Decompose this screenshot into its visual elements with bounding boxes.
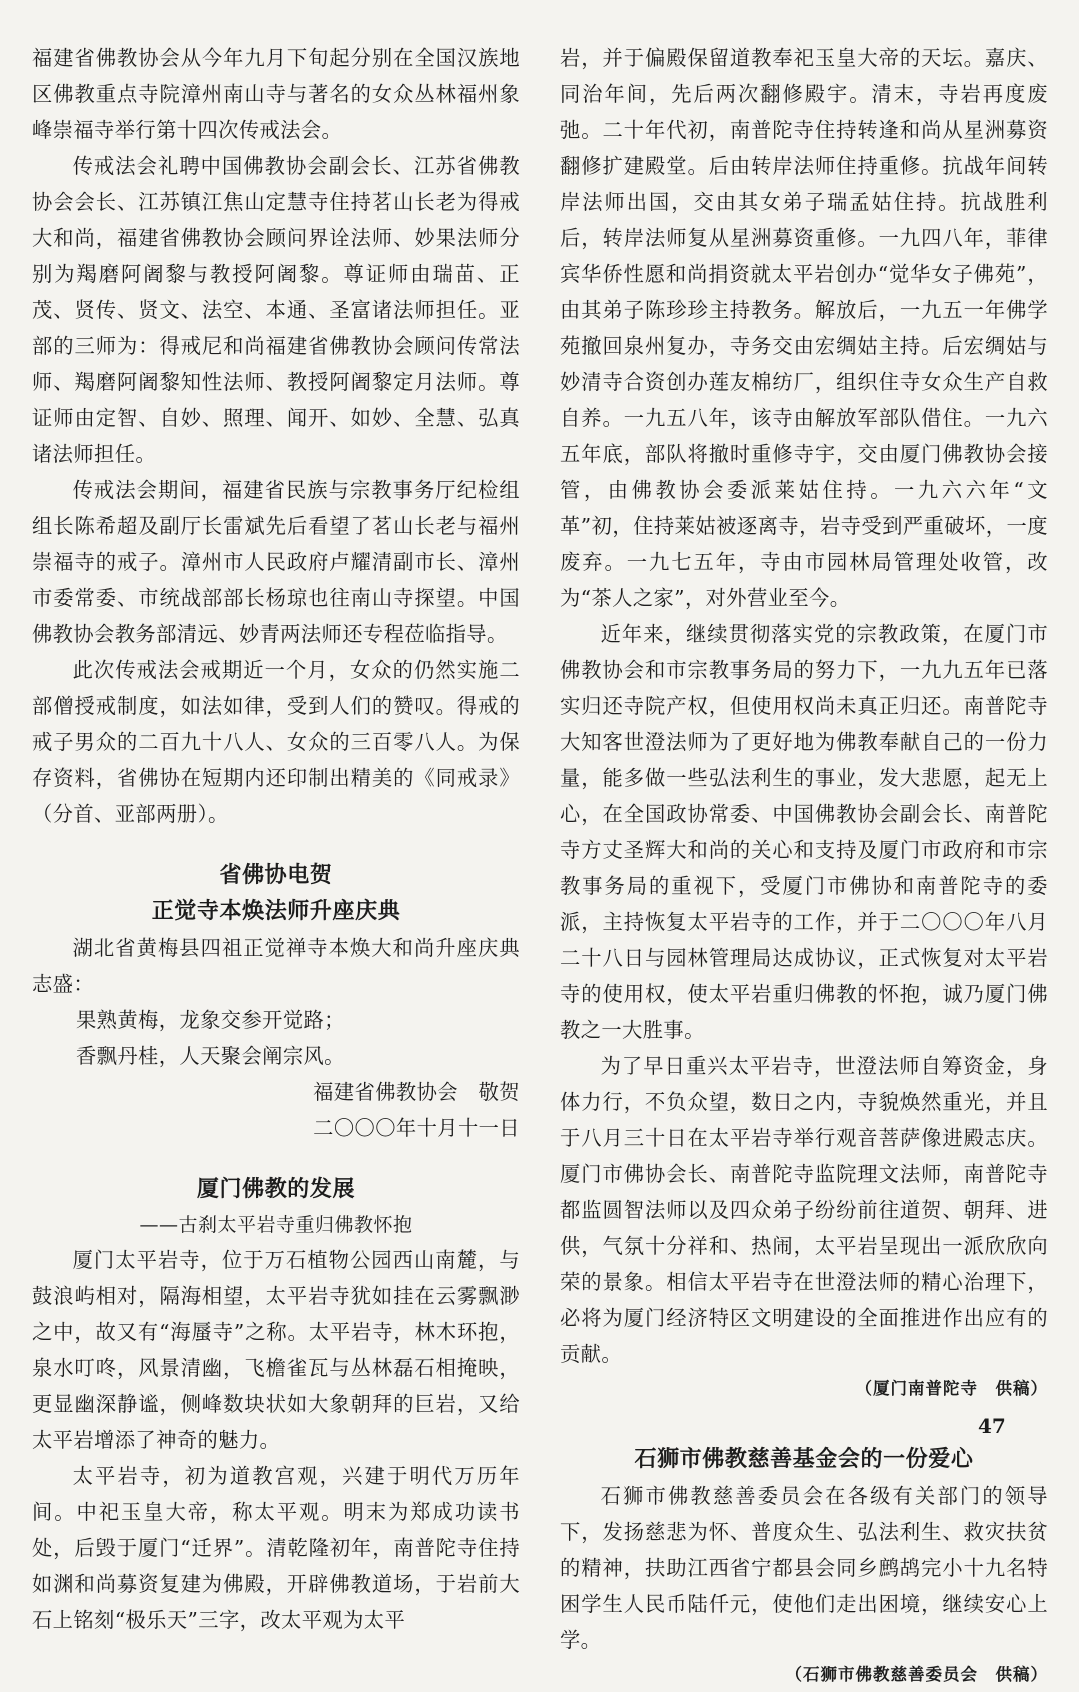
shishi-article-credit: （石狮市佛教慈善委员会 供稿） [785, 1665, 1048, 1684]
article-ordination-paragraph-2: 传戒法会礼聘中国佛教协会副会长、江苏省佛教协会会长、江苏镇江焦山定慧寺住持茗山长老为得戒大和尚，福建省佛教协会顾问界诠法师、妙果法师分别为羯磨阿阇黎与教授阿阇黎。尊证师由瑞苗、正茂、贤传、贤文、法空、本通、圣富诸法师担任。亚部的三师为：得戒尼和尚福建省佛教协会顾问传常法师、羯磨阿阇黎知性法师、教授阿阇黎定月法师。尊证师由定智、自妙、照理、闻开、如妙、全慧、弘真诸法师担任。 [32, 154, 520, 466]
congrats-couplet-1: 果熟黄梅，龙象交参开觉路； [76, 1008, 345, 1032]
congrats-signature: 福建省佛教协会 敬贺 [313, 1080, 520, 1104]
right-column [560, 40, 1048, 1692]
congrats-title-line-1: 省佛协电贺 [219, 863, 333, 888]
left-column [32, 40, 520, 1638]
xiamen-paragraph-1: 厦门太平岩寺，位于万石植物公园西山南麓，与鼓浪屿相对，隔海相望，太平岩寺犹如挂在云雾飘渺之中，故又有“海蜃寺”之称。太平岩寺，林木环抱，泉水叮咚，风景清幽，飞檐雀瓦与丛林磊石相掩映，更显幽深静谧，侧峰数块状如大象朝拜的巨岩，又给太平岩增添了神奇的魅力。 [32, 1248, 520, 1452]
article-ordination-paragraph-4: 此次传戒法会戒期近一个月，女众的仍然实施二部僧授戒制度，如法如律，受到人们的赞叹。得戒的戒子男众的二百九十八人、女众的三百零八人。为保存资料，省佛协在短期内还印制出精美的《同戒录》（分首、亚部两册）。 [32, 658, 520, 826]
congrats-title-line-2: 正觉寺本焕法师升座庆典 [151, 899, 401, 924]
xiamen-paragraph-5: 为了早日重兴太平岩寺，世澄法师自筹资金，身体力行，不负众望，数日之内，寺貌焕然重光，并且于八月三十日在太平岩寺举行观音菩萨像进殿志庆。厦门市佛协会长、南普陀寺监院理文法师，南普陀寺都监圆智法师以及四众弟子纷纷前往道贺、朝拜、进供，气氛十分祥和、热闹，太平岩呈现出一派欣欣向荣的景象。相信太平岩寺在世澄法师的精心治理下，必将为厦门经济特区文明建设的全面推进作出应有的贡献。 [560, 1054, 1048, 1366]
article-ordination-paragraph-3: 传戒法会期间，福建省民族与宗教事务厅纪检组组长陈希超及副厅长雷斌先后看望了茗山长老与福州崇福寺的戒子。漳州市人民政府卢耀清副市长、漳州市委常委、市统战部部长杨琼也往南山寺探望。中国佛教协会教务部清远、妙青两法师还专程莅临指导。 [32, 478, 520, 646]
xiamen-paragraph-4: 近年来，继续贯彻落实党的宗教政策，在厦门市佛教协会和市宗教事务局的努力下，一九九五年已落实归还寺院产权，但使用权尚未真正归还。南普陀寺大知客世澄法师为了更好地为佛教奉献自己的一份力量，能多做一些弘法利生的事业，发大悲愿，起无上心，在全国政协常委、中国佛教协会副会长、南普陀寺方丈圣辉大和尚的关心和支持及厦门市政府和市宗教事务局的重视下，受厦门市佛协和南普陀寺的委派，主持恢复太平岩寺的工作，并于二〇〇〇年八月二十八日与园林管理局达成协议，正式恢复对太平岩寺的使用权，使太平岩重归佛教的怀抱，诚乃厦门佛教之一大胜事。 [560, 622, 1048, 1042]
article-ordination-paragraph-1: 福建省佛教协会从今年九月下旬起分别在全国汉族地区佛教重点寺院漳州南山寺与著名的女众丛林福州象峰崇福寺举行第十四次传戒法会。 [32, 46, 520, 142]
xiamen-article-title: 厦门佛教的发展 [196, 1177, 356, 1202]
congrats-date: 二〇〇〇年十月十一日 [313, 1116, 520, 1140]
congrats-couplet-2: 香飘丹桂，人天聚会阐宗风。 [76, 1044, 345, 1068]
xiamen-paragraph-3: 岩，并于偏殿保留道教奉祀玉皇大帝的天坛。嘉庆、同治年间，先后两次翻修殿宇。清末，寺岩再度废弛。二十年代初，南普陀寺住持转逢和尚从星洲募资翻修扩建殿堂。后由转岸法师住持重修。抗战年间转岸法师出国，交由其女弟子瑞孟姑住持。抗战胜利后，转岸法师复从星洲募资重修。一九四八年，菲律宾华侨性愿和尚捐资就太平岩创办“觉华女子佛苑”，由其弟子陈珍珍主持教务。解放后，一九五一年佛学苑撤回泉州复办，寺务交由宏绸姑主持。后宏绸姑与妙清寺合资创办莲友棉纺厂，组织住寺女众生产自救自养。一九五八年，该寺由解放军部队借住。一九六五年底，部队将撤时重修寺宇，交由厦门佛教协会接管，由佛教协会委派莱姑住持。一九六六年“文革”初，住持莱姑被逐离寺，岩寺受到严重破坏，一度废弃。一九七五年，寺由市园林局管理处收管，改为“茶人之家”，对外营业至今。 [560, 46, 1048, 610]
xiamen-article-subtitle: ——古刹太平岩寺重归佛教怀抱 [139, 1214, 413, 1236]
xiamen-article-credit: （厦门南普陀寺 供稿） [855, 1379, 1048, 1398]
shishi-article-title: 石狮市佛教慈善基金会的一份爱心 [634, 1447, 974, 1472]
page-number: 47 [978, 1414, 1006, 1438]
shishi-paragraph-1: 石狮市佛教慈善委员会在各级有关部门的领导下，发扬慈悲为怀、普度众生、弘法利生、救灾扶贫的精神，扶助江西省宁都县会同乡鹧鸪完小十九名特困学生人民币陆仟元，使他们走出困境，继续安心上学。 [560, 1484, 1048, 1652]
congrats-body: 湖北省黄梅县四祖正觉禅寺本焕大和尚升座庆典志盛： [32, 936, 520, 996]
xiamen-paragraph-2: 太平岩寺，初为道教宫观，兴建于明代万历年间。中祀玉皇大帝，称太平观。明末为郑成功读书处，后毁于厦门“迁界”。清乾隆初年，南普陀寺住持如渊和尚募资复建为佛殿，开辟佛教道场，于岩前大石上铭刻“极乐天”三字，改太平观为太平 [32, 1464, 520, 1632]
